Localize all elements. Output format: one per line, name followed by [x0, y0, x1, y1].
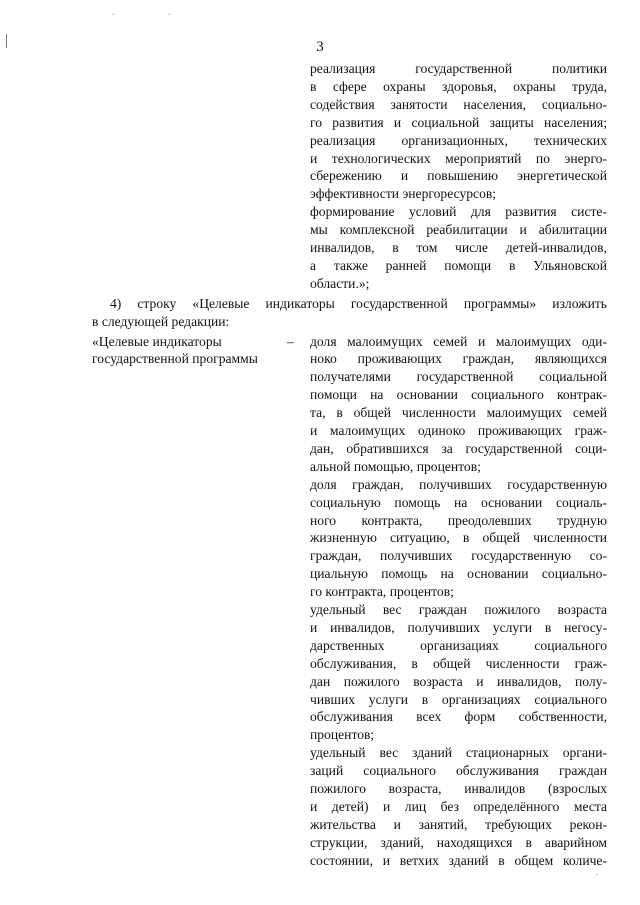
indicator-text-line: дан, обратившихся за государственной соци-: [310, 440, 607, 456]
upper-block-line: области.»;: [310, 275, 370, 291]
indicator-text-line: обслуживания, в общей численности граж-: [310, 655, 607, 671]
indicator-text-line: удельный вес граждан пожилого возраста: [310, 602, 607, 617]
indicator-text-line: чивших услуги в организациях социального: [310, 691, 607, 707]
indicator-text-line: заций социального обслуживания граждан: [310, 763, 607, 779]
indicator-text-line: та, в общей численности малоимущих семей: [310, 405, 607, 421]
indicator-text-line: дарственных организациях социального: [310, 637, 607, 653]
indicator-text-line: дан пожилого возраста и инвалидов, полу-: [310, 673, 607, 689]
upper-block-line: реализация организационных, технических: [310, 132, 607, 148]
indicator-text-line: пожилого возраста, инвалидов (взрослых: [310, 781, 607, 796]
upper-block-line: эффективности энергоресурсов;: [310, 186, 497, 202]
upper-block-line: в сфере охраны здоровья, охраны труда,: [310, 78, 607, 94]
upper-block-line: сбережению и повышению энергетической: [310, 168, 607, 184]
amendment-item-4-line: в следующей редакции:: [92, 313, 230, 329]
indicator-text-line: альной помощью, процентов;: [310, 458, 481, 474]
indicator-text-line: и малоимущих одиноко проживающих граж-: [310, 423, 607, 438]
indicator-text-line: и инвалидов, получивших услуги в негосу-: [310, 619, 607, 635]
upper-block-line: содействия занятости населения, социально-: [310, 96, 607, 112]
indicator-text-line: и детей) и лиц без определённого места: [310, 798, 607, 814]
upper-block-line: го развития и социальной защиты населения;: [310, 114, 607, 130]
indicator-text-line: го контракта, процентов;: [310, 584, 454, 600]
upper-block-line: и технологических мероприятий по энерго-: [310, 150, 607, 166]
upper-block-line: мы комплексной реабилитации и абилитации: [310, 222, 607, 238]
label-dash: –: [287, 333, 294, 349]
amendment-item-4-line: 4) строку «Целевые индикаторы государственной программы» изложить: [110, 295, 607, 311]
upper-block-line: формирование условий для развития систе-: [310, 204, 607, 220]
scan-speck: [112, 14, 114, 15]
scan-speck: [168, 14, 170, 15]
indicator-text-line: доля малоимущих семей и малоимущих оди-: [310, 333, 607, 349]
indicator-text-line: жительства и занятий, требующих рекон-: [310, 816, 607, 832]
upper-block-line: реализация государственной политики: [310, 61, 607, 76]
indicator-text-line: социальную помощь на основании социаль-: [310, 494, 607, 510]
indicator-text-line: струкции, зданий, находящихся в аварийном: [310, 834, 607, 850]
indicator-text-line: доля граждан, получивших государственную: [310, 476, 607, 492]
indicator-text-line: граждан, получивших государственную со-: [310, 548, 607, 564]
upper-block-line: инвалидов, в том числе детей-инвалидов,: [310, 240, 607, 255]
scan-speck: [596, 874, 598, 875]
indicator-row-label: государственной программы: [92, 351, 258, 367]
indicator-text-line: ноко проживающих граждан, являющихся: [310, 351, 607, 367]
indicator-text-line: циальную помощь на основании социально-: [310, 566, 607, 582]
indicator-text-line: получателями государственной социальной: [310, 369, 607, 385]
indicator-row-label: «Целевые индикаторы: [92, 333, 222, 349]
indicator-text-line: ного контракта, преодолевших трудную: [310, 512, 607, 528]
indicator-text-line: состоянии, и ветхих зданий в общем количе-: [310, 852, 607, 868]
indicator-text-line: жизненную ситуацию, в общей численности: [310, 530, 607, 546]
page-number: 3: [316, 39, 324, 55]
upper-block-line: а также ранней помощи в Ульяновской: [310, 257, 607, 273]
indicator-text-line: обслуживания всех форм собственности,: [310, 709, 607, 725]
indicator-text-line: процентов;: [310, 727, 375, 743]
indicator-text-line: помощи на основании социального контрак-: [310, 387, 607, 403]
indicator-text-line: удельный вес зданий стационарных органи-: [310, 745, 607, 761]
